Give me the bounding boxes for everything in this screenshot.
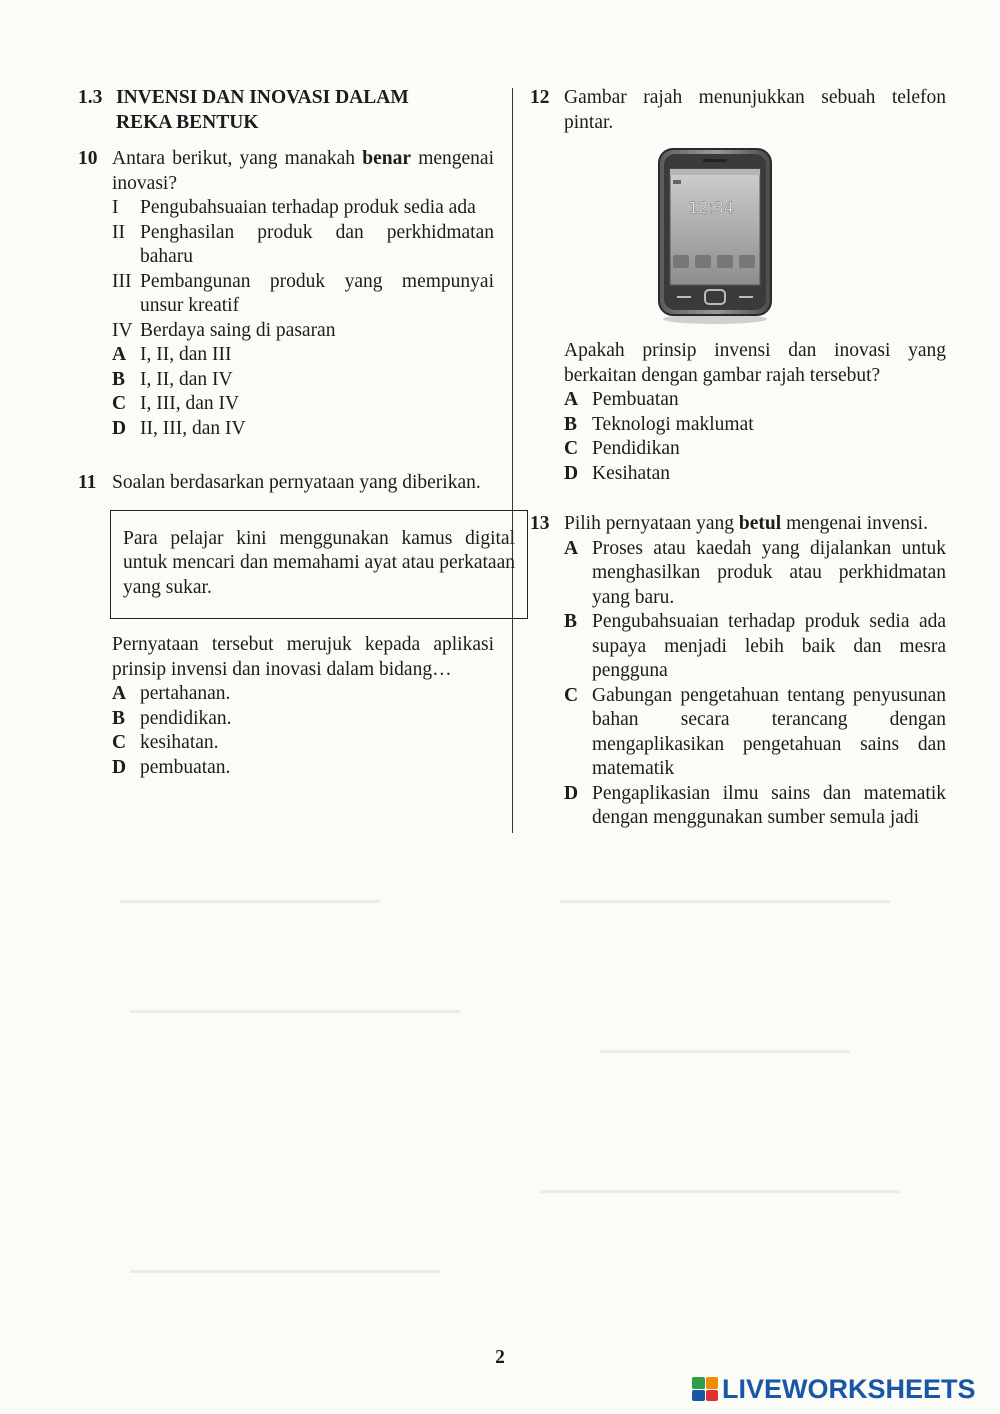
option-text: Pembuatan [592, 389, 679, 410]
brand-text: LIVEWORKSHEETS [722, 1374, 976, 1404]
option-text: Gabungan pengetahuan tentang penyusunan bahan secara terancang dengan mengaplikasikan pengetahuan sains dan matematik [592, 684, 946, 779]
option-label: A [112, 683, 127, 704]
option-label: A [564, 389, 579, 410]
option-label: B [564, 611, 578, 632]
question-number: 13 [530, 513, 550, 534]
left-column [78, 86, 515, 780]
option-text: kesihatan. [140, 732, 219, 753]
question-followup: Pernyataan tersebut merujuk kepada aplikasi prinsip invensi dan inovasi dalam bidang… [112, 634, 494, 680]
option-label: A [112, 344, 127, 365]
option-label: D [564, 462, 579, 484]
question-10 [78, 147, 494, 441]
statement-label: III [112, 270, 132, 292]
column-divider [512, 88, 513, 833]
answer-option-b[interactable] [564, 413, 946, 438]
smartphone-icon [655, 147, 775, 329]
section-number: 1.3 [78, 87, 103, 108]
option-label: C [112, 393, 127, 414]
answer-option-c[interactable] [564, 437, 946, 462]
option-label: C [564, 438, 579, 459]
question-stem: Soalan berdasarkan pernyataan yang diberikan. [112, 472, 481, 493]
option-text: I, II, dan IV [140, 368, 233, 390]
bleed-mark [130, 1010, 460, 1013]
statement-text: Penghasilan produk dan perkhidmatan baharu [140, 221, 494, 267]
statement-text: Berdaya saing di pasaran [140, 319, 336, 341]
option-text: I, III, dan IV [140, 393, 240, 414]
liveworksheets-brand[interactable] [692, 1374, 976, 1404]
option-text: pembuatan. [140, 756, 231, 778]
statement-box: Para pelajar kini menggunakan kamus digital untuk mencari dan memahami ayat atau perkataan yang sukar. [110, 510, 528, 620]
option-label: D [564, 782, 579, 804]
option-text: pertahanan. [140, 683, 231, 704]
option-label: A [564, 537, 579, 559]
statement-label: I [112, 197, 119, 218]
option-label: D [112, 417, 127, 439]
bleed-mark [120, 900, 380, 903]
answer-option-d[interactable] [564, 462, 946, 487]
question-stem [112, 147, 494, 196]
question-13 [530, 512, 946, 831]
option-label: C [564, 684, 579, 706]
bleed-mark [600, 1050, 850, 1053]
smartphone-image [655, 147, 775, 329]
option-label: B [112, 368, 126, 390]
liveworksheets-logo-icon [692, 1377, 718, 1401]
stem-text: mengenai invensi. [781, 513, 928, 534]
statement-text: Pengubahsuaian terhadap produk sedia ada [140, 197, 476, 218]
option-text: Kesihatan [592, 462, 670, 484]
answer-option-b[interactable] [112, 368, 494, 393]
statement-item [112, 196, 494, 221]
question-number: 10 [78, 148, 98, 169]
stem-text: mengenai inovasi? [112, 148, 494, 194]
question-12 [530, 86, 946, 486]
answer-option-b[interactable] [564, 610, 946, 684]
statement-item [112, 270, 494, 319]
statement-item [112, 319, 494, 344]
option-text: Pengubahsuaian terhadap produk sedia ada supaya menjadi lebih baik dan mesra pengguna [592, 611, 946, 681]
answer-option-a[interactable] [112, 682, 494, 707]
answer-option-b[interactable] [112, 707, 494, 732]
stem-emphasis: betul [738, 513, 782, 534]
option-text: Teknologi maklumat [592, 413, 754, 435]
answer-option-c[interactable] [564, 684, 946, 782]
answer-option-d[interactable] [112, 417, 494, 442]
answer-option-c[interactable] [112, 731, 494, 756]
bleed-mark [130, 1270, 440, 1273]
question-stem [564, 512, 946, 537]
option-text: I, II, dan III [140, 344, 232, 365]
option-label: C [112, 732, 127, 753]
phone-clock: 12:34 [688, 198, 735, 217]
question-11 [78, 471, 515, 780]
option-text: Pengaplikasian ilmu sains dan matematik dengan menggunakan sumber semula jadi [592, 782, 946, 828]
statement-label: II [112, 221, 125, 243]
option-label: D [112, 756, 127, 778]
option-text: II, III, dan IV [140, 417, 246, 439]
question-prompt: Apakah prinsip invensi dan inovasi yang berkaitan dengan gambar rajah tersebut? [564, 340, 946, 386]
statement-label: IV [112, 319, 133, 341]
answer-option-d[interactable] [112, 756, 494, 781]
page-number: 2 [495, 1347, 505, 1368]
answer-option-a[interactable] [564, 537, 946, 611]
statement-item [112, 221, 494, 270]
bleed-mark [540, 1190, 900, 1193]
option-label: B [564, 413, 578, 435]
option-text: Pendidikan [592, 438, 680, 459]
answer-option-d[interactable] [564, 782, 946, 831]
option-label: B [112, 707, 126, 729]
section-title-line1: INVENSI DAN INOVASI DALAM [116, 87, 409, 108]
stem-text: Antara berikut, yang manakah [112, 148, 363, 169]
answer-option-c[interactable] [112, 392, 494, 417]
option-text: Proses atau kaedah yang dijalankan untuk menghasilkan produk atau perkhidmatan yang baru. [592, 537, 946, 608]
stem-text: Pilih pernyataan yang [564, 513, 739, 534]
section-title-line2: REKA BENTUK [116, 111, 259, 133]
answer-option-a[interactable] [564, 388, 946, 413]
right-column [530, 86, 946, 831]
answer-option-a[interactable] [112, 343, 494, 368]
bleed-mark [560, 900, 890, 903]
stem-emphasis: benar [362, 148, 411, 169]
question-number: 12 [530, 87, 550, 108]
question-number: 11 [78, 472, 97, 493]
question-stem: Gambar rajah menunjukkan sebuah telefon pintar. [564, 87, 946, 133]
statement-text: Pembangunan produk yang mempunyai unsur kreatif [140, 270, 494, 316]
option-text: pendidikan. [140, 707, 232, 729]
section-heading [78, 86, 494, 135]
